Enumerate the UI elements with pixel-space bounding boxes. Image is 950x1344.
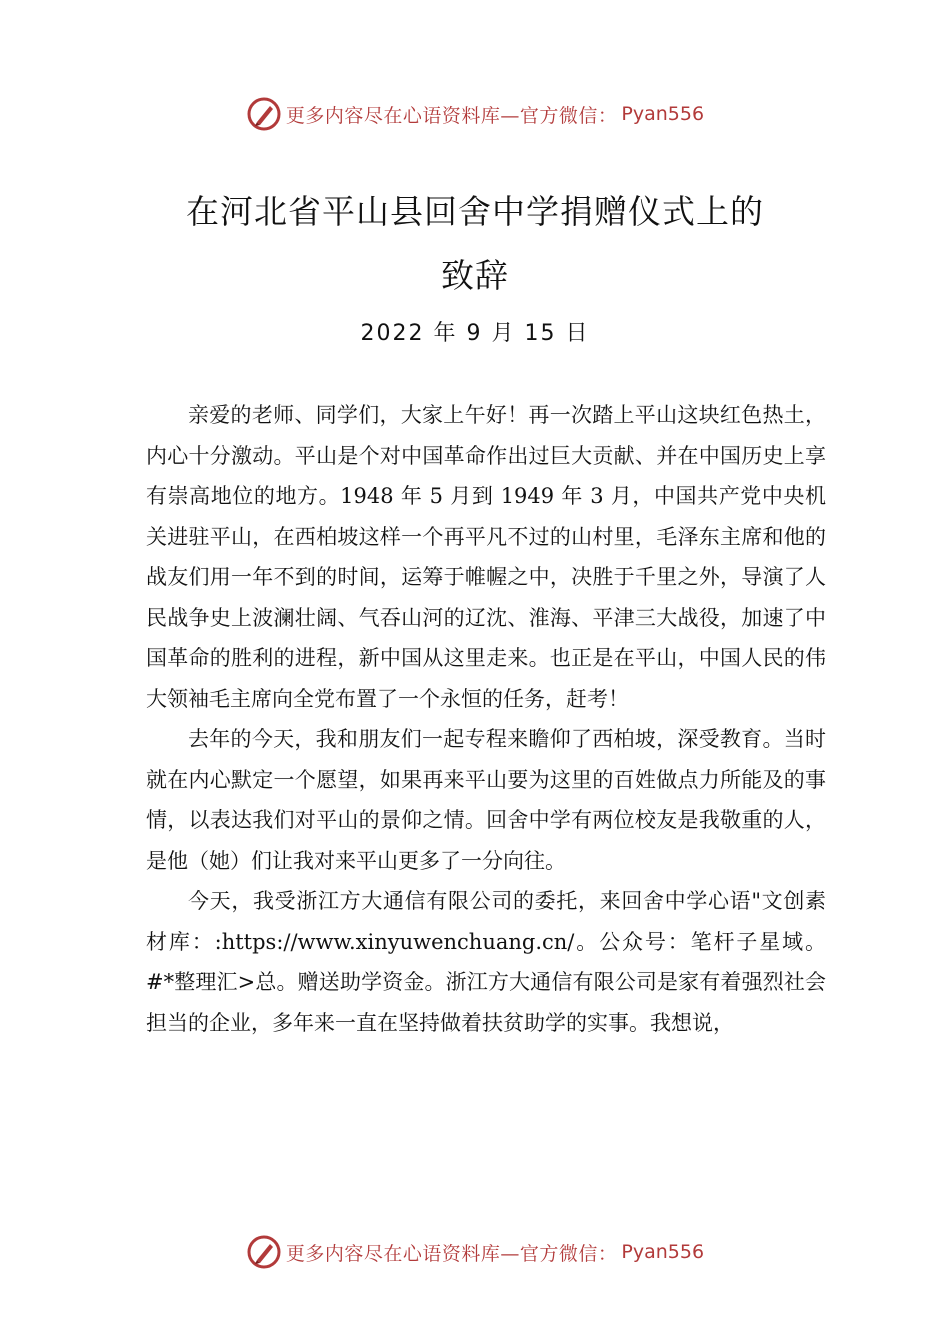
banner-text: 更多内容尽在心语资料库—官方微信： (285, 1242, 618, 1265)
document-date: 2022 年 9 月 15 日 (360, 321, 590, 346)
document-title-continued: 致辞 (441, 256, 509, 295)
pen-logo-icon (246, 96, 282, 132)
paragraph: 去年的今天，我和朋友们一起专程来瞻仰了西柏坡，深受教育。当时就在内心默定一个愿望，如果再来平山要为这里的百姓做点力所能及的事情，以表达我们对平山的景仰之情。回舍中学有两位校友是我敬重的人，是他（她）们让我对来平山更多了一分向往。 (146, 727, 826, 873)
banner-wechat-id: Pyan556 (621, 103, 705, 125)
document-title: 在河北省平山县回舍中学捐赠仪式上的 (186, 192, 764, 231)
pen-logo-icon (246, 1234, 282, 1270)
document-body (146, 395, 826, 1043)
footer-banner (0, 1232, 950, 1272)
paragraph: 今天，我受浙江方大通信有限公司的委托，来回舍中学心语"文创素材库：:https://www.xinyuwenchuang.cn/。公众号：笔杆子星域。#*整理汇>总。赠送助学资金。浙江方大通信有限公司是家有着强烈社会担当的企业，多年来一直在坚持做着扶贫助学的实事。我想说， (146, 889, 826, 1035)
header-banner (0, 94, 950, 134)
paragraph: 亲爱的老师、同学们，大家上午好！再一次踏上平山这块红色热土，内心十分激动。平山是个对中国革命作出过巨大贡献、并在中国历史上享有崇高地位的地方。1948 年 5 月到 1949 年 3 月，中国共产党中央机关进驻平山，在西柏坡这样一个再平凡不过的山村里，毛泽东主席和他的战友们用一年不到的时间，运筹于帷幄之中，决胜于千里之外，导演了人民战争史上波澜壮阔、气吞山河的辽沈、淮海、平津三大战役，加速了中国革命的胜利的进程，新中国从这里走来。也正是在平山，中国人民的伟大领袖毛主席向全党布置了一个永恒的任务，赶考！ (146, 403, 826, 711)
banner-text: 更多内容尽在心语资料库—官方微信： (285, 104, 618, 127)
banner-wechat-id: Pyan556 (621, 1241, 705, 1263)
